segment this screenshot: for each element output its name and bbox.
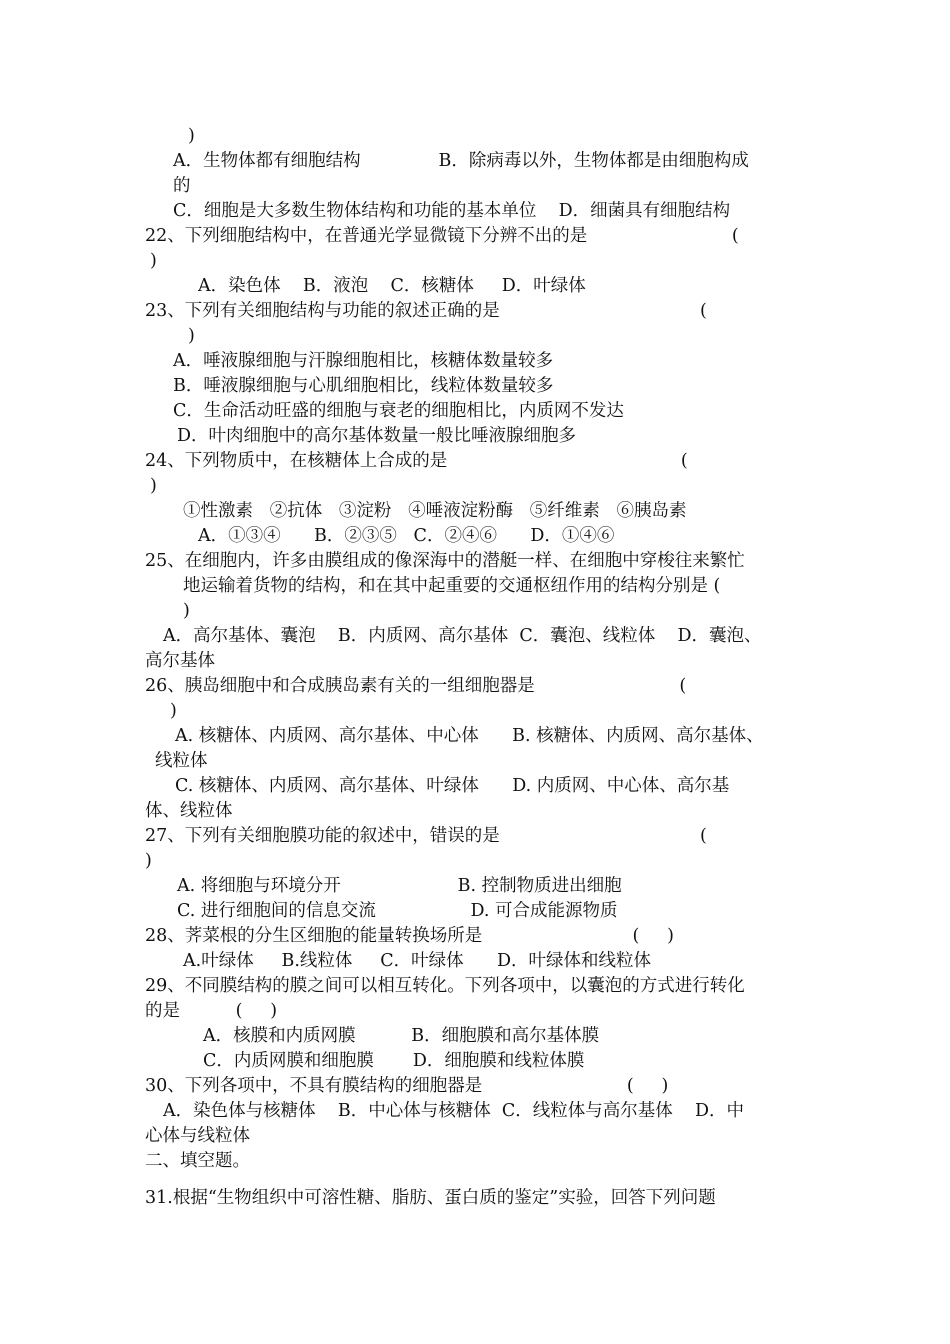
q29-stem-cont: 的是 ( ): [145, 1001, 278, 1021]
q27-stem: 27、下列有关细胞膜功能的叙述中，错误的是 (: [145, 826, 707, 846]
q21-options-ab: A．生物体都有细胞结构 B．除病毒以外，生物体都是由细胞构成: [173, 151, 749, 171]
q29-options-cd: C．内质网膜和细胞膜 D．细胞膜和线粒体膜: [203, 1051, 585, 1071]
q23-option-b: B．唾液腺细胞与心肌细胞相比，线粒体数量较多: [173, 376, 554, 396]
q26-options-cd: C. 核糖体、内质网、高尔基体、叶绿体 D. 内质网、中心体、高尔基: [175, 776, 730, 796]
q30-stem: 30、下列各项中，不具有膜结构的细胞器是 ( ): [145, 1076, 669, 1096]
q21-options-ab-cont: 的: [173, 176, 191, 196]
q23-option-c: C．生命活动旺盛的细胞与衰老的细胞相比，内质网不发达: [173, 401, 624, 421]
q26-options-cd-cont: 体、线粒体: [145, 801, 233, 821]
q22-options: A．染色体 B．液泡 C．核糖体 D．叶绿体: [198, 276, 586, 296]
q23-option-a: A．唾液腺细胞与汗腺细胞相比，核糖体数量较多: [173, 351, 554, 371]
q31-stem: 31.根据“生物组织中可溶性糖、脂肪、蛋白质的鉴定”实验，回答下列问题: [145, 1188, 716, 1208]
q24-stem: 24、下列物质中，在核糖体上合成的是 (: [145, 451, 688, 471]
q29-stem: 29、不同膜结构的膜之间可以相互转化。下列各项中，以囊泡的方式进行转化: [145, 976, 745, 996]
q25-options-cont: 高尔基体: [145, 651, 215, 671]
q26-options-ab: A. 核糖体、内质网、高尔基体、中心体 B. 核糖体、内质网、高尔基体、: [175, 726, 764, 746]
q22-bracket-close: ): [150, 251, 157, 271]
q28-stem: 28、荠菜根的分生区细胞的能量转换场所是 ( ): [145, 926, 674, 946]
q25-stem: 25、在细胞内，许多由膜组成的像深海中的潜艇一样、在细胞中穿梭往来繁忙: [145, 551, 745, 571]
q29-options-ab: A．核膜和内质网膜 B．细胞膜和高尔基体膜: [203, 1026, 600, 1046]
q30-options: A．染色体与核糖体 B．中心体与核糖体 C．线粒体与高尔基体 D．中: [163, 1101, 745, 1121]
q27-bracket-close: ): [145, 851, 152, 871]
q21-options-cd: C．细胞是大多数生物体结构和功能的基本单位 D．细菌具有细胞结构: [173, 201, 731, 221]
q28-options: A.叶绿体 B.线粒体 C．叶绿体 D．叶绿体和线粒体: [183, 951, 652, 971]
q21-bracket-close: ): [188, 126, 195, 146]
q25-stem-cont: 地运输着货物的结构，和在其中起重要的交通枢纽作用的结构分别是 (: [183, 576, 721, 596]
q24-bracket-close: ): [150, 476, 157, 496]
q24-items: ①性激素 ②抗体 ③淀粉 ④唾液淀粉酶 ⑤纤维素 ⑥胰岛素: [183, 501, 687, 521]
q24-options: A．①③④ B．②③⑤ C．②④⑥ D．①④⑥: [198, 526, 615, 546]
q27-options-ab: A. 将细胞与环境分开 B. 控制物质进出细胞: [177, 876, 622, 896]
q26-options-ab-cont: 线粒体: [155, 751, 208, 771]
q30-options-cont: 心体与线粒体: [145, 1126, 250, 1146]
q26-stem: 26、胰岛细胞中和合成胰岛素有关的一组细胞器是 (: [145, 676, 687, 696]
q23-stem: 23、下列有关细胞结构与功能的叙述正确的是 (: [145, 301, 707, 321]
q26-bracket-close: ): [170, 701, 177, 721]
q27-options-cd: C. 进行细胞间的信息交流 D. 可合成能源物质: [177, 901, 618, 921]
q22-stem: 22、下列细胞结构中，在普通光学显微镜下分辨不出的是 (: [145, 226, 739, 246]
q23-bracket-close: ): [188, 326, 195, 346]
section-heading-fill-in: 二、填空题。: [145, 1151, 250, 1171]
q23-option-d: D．叶肉细胞中的高尔基体数量一般比唾液腺细胞多: [177, 426, 577, 446]
q25-options: A．高尔基体、囊泡 B．内质网、高尔基体 C．囊泡、线粒体 D．囊泡、: [163, 626, 762, 646]
q25-bracket-close: ): [183, 601, 190, 621]
